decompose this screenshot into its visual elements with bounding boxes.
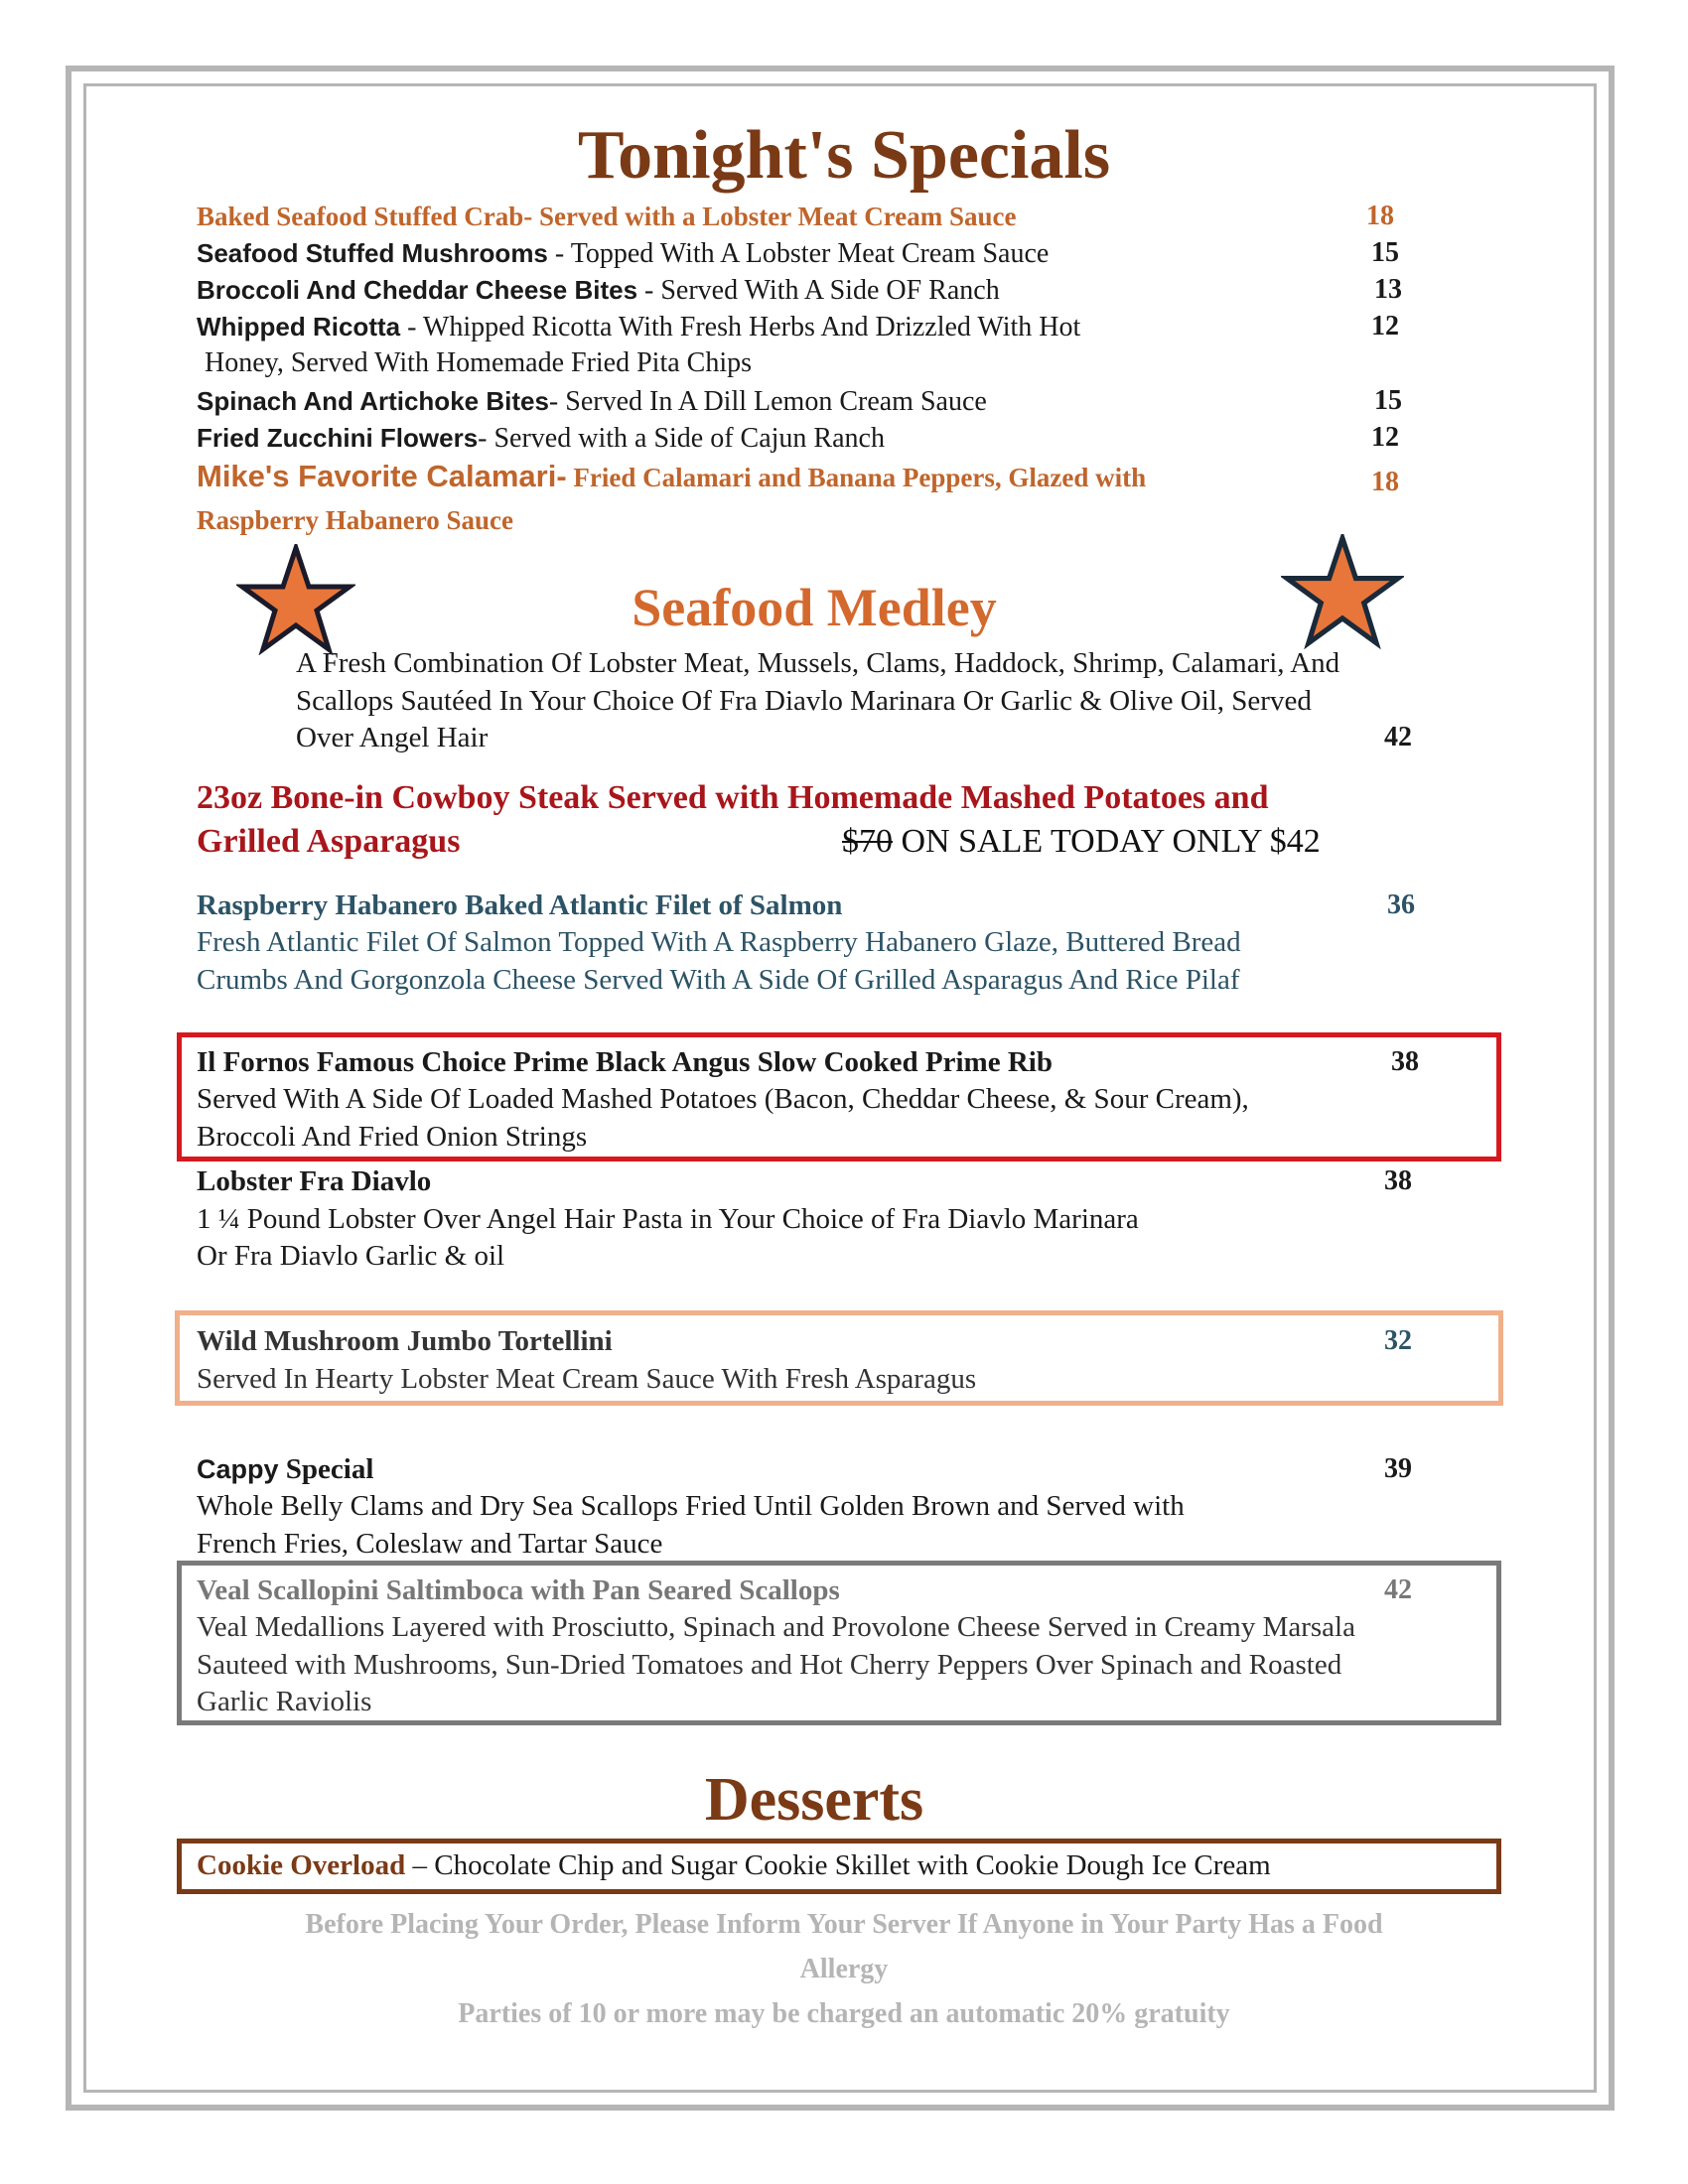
medley-desc-line3: Over Angel Hair	[296, 722, 489, 753]
prime-rib-desc-line1: Served With A Side Of Loaded Mashed Potatoes (Bacon, Cheddar Cheese, & Sour Cream),	[197, 1083, 1249, 1115]
tortellini-price: 32	[1384, 1325, 1412, 1356]
special-item-broccoli: Broccoli And Cheddar Cheese Bites - Served With A Side OF Ranch	[197, 275, 1000, 306]
special-item-crab: Baked Seafood Stuffed Crab- Served with a Lobster Meat Cream Sauce	[197, 202, 1017, 231]
special-item-mushrooms: Seafood Stuffed Mushrooms - Topped With A Lobster Meat Cream Sauce	[197, 238, 1050, 269]
cappy-name: Cappy Special	[197, 1453, 374, 1485]
veal-desc-line2: Sauteed with Mushrooms, Sun-Dried Tomatoes and Hot Cherry Peppers Over Spinach and Roasted	[197, 1649, 1342, 1681]
steak-line2: Grilled Asparagus	[197, 823, 461, 860]
lobster-price: 38	[1384, 1165, 1412, 1196]
special-price-ricotta: 12	[1371, 311, 1399, 341]
special-price-mushrooms: 15	[1371, 237, 1399, 268]
prime-rib-price: 38	[1391, 1046, 1419, 1077]
medley-price: 42	[1384, 722, 1412, 752]
veal-desc-line1: Veal Medallions Layered with Prosciutto, Spinach and Provolone Cheese Served in Creamy Marsala	[197, 1611, 1355, 1643]
special-item-ricotta: Whipped Ricotta - Whipped Ricotta With Fresh Herbs And Drizzled With Hot	[197, 312, 1081, 342]
specials-title: Tonight's Specials	[577, 117, 1111, 194]
special-item-calamari: Mike's Favorite Calamari- Fried Calamari and Banana Peppers, Glazed with	[197, 459, 1147, 493]
tortellini-name: Wild Mushroom Jumbo Tortellini	[197, 1325, 613, 1357]
medley-title: Seafood Medley	[632, 578, 997, 637]
gratuity-notice: Parties of 10 or more may be charged an automatic 20% gratuity	[458, 1998, 1230, 2029]
desserts-title: Desserts	[704, 1766, 924, 1834]
prime-rib-name: Il Fornos Famous Choice Prime Black Angus Slow Cooked Prime Rib	[197, 1046, 1053, 1078]
lobster-name: Lobster Fra Diavlo	[197, 1165, 432, 1197]
special-item-calamari-line2: Raspberry Habanero Sauce	[197, 505, 514, 535]
salmon-desc-line2: Crumbs And Gorgonzola Cheese Served With A Side Of Grilled Asparagus And Rice Pilaf	[197, 964, 1240, 996]
special-item-spinach: Spinach And Artichoke Bites- Served In A Dill Lemon Cream Sauce	[197, 386, 987, 417]
special-item-zucchini: Fried Zucchini Flowers- Served with a Side of Cajun Ranch	[197, 423, 885, 454]
special-price-zucchini: 12	[1371, 422, 1399, 453]
prime-rib-desc-line2: Broccoli And Fried Onion Strings	[197, 1121, 588, 1153]
salmon-name: Raspberry Habanero Baked Atlantic Filet of Salmon	[197, 889, 843, 921]
salmon-desc-line1: Fresh Atlantic Filet Of Salmon Topped With A Raspberry Habanero Glaze, Buttered Bread	[197, 926, 1241, 958]
veal-price: 42	[1384, 1574, 1412, 1605]
special-price-spinach: 15	[1374, 385, 1402, 416]
veal-desc-line3: Garlic Raviolis	[197, 1686, 372, 1717]
cappy-price: 39	[1384, 1453, 1412, 1484]
lobster-desc-line2: Or Fra Diavlo Garlic & oil	[197, 1240, 505, 1272]
steak-sale: $70 ON SALE TODAY ONLY $42	[842, 823, 1321, 860]
dessert-item: Cookie Overload – Chocolate Chip and Sugar Cookie Skillet with Cookie Dough Ice Cream	[197, 1849, 1271, 1881]
allergy-notice-line2: Allergy	[799, 1954, 889, 1984]
steak-line1: 23oz Bone-in Cowboy Steak Served with Homemade Mashed Potatoes and	[197, 779, 1269, 816]
cappy-desc-line2: French Fries, Coleslaw and Tartar Sauce	[197, 1528, 663, 1560]
special-price-calamari: 18	[1371, 467, 1399, 497]
medley-desc-line1: A Fresh Combination Of Lobster Meat, Mussels, Clams, Haddock, Shrimp, Calamari, And	[296, 647, 1340, 679]
tortellini-desc: Served In Hearty Lobster Meat Cream Sauce With Fresh Asparagus	[197, 1363, 977, 1395]
steak-old-price: $70	[842, 823, 893, 860]
special-price-crab: 18	[1366, 201, 1394, 231]
lobster-desc-line1: 1 ¼ Pound Lobster Over Angel Hair Pasta in Your Choice of Fra Diavlo Marinara	[197, 1203, 1139, 1235]
medley-desc-line2: Scallops Sautéed In Your Choice Of Fra Diavlo Marinara Or Garlic & Olive Oil, Served	[296, 685, 1312, 717]
special-price-broccoli: 13	[1374, 274, 1402, 305]
allergy-notice-line1: Before Placing Your Order, Please Inform Your Server If Anyone in Your Party Has a Food	[305, 1909, 1383, 1940]
cappy-desc-line1: Whole Belly Clams and Dry Sea Scallops Fried Until Golden Brown and Served with	[197, 1490, 1185, 1522]
salmon-price: 36	[1387, 889, 1415, 920]
special-item-ricotta-line2: Honey, Served With Homemade Fried Pita Chips	[205, 347, 753, 378]
veal-name: Veal Scallopini Saltimboca with Pan Seared Scallops	[197, 1574, 840, 1606]
